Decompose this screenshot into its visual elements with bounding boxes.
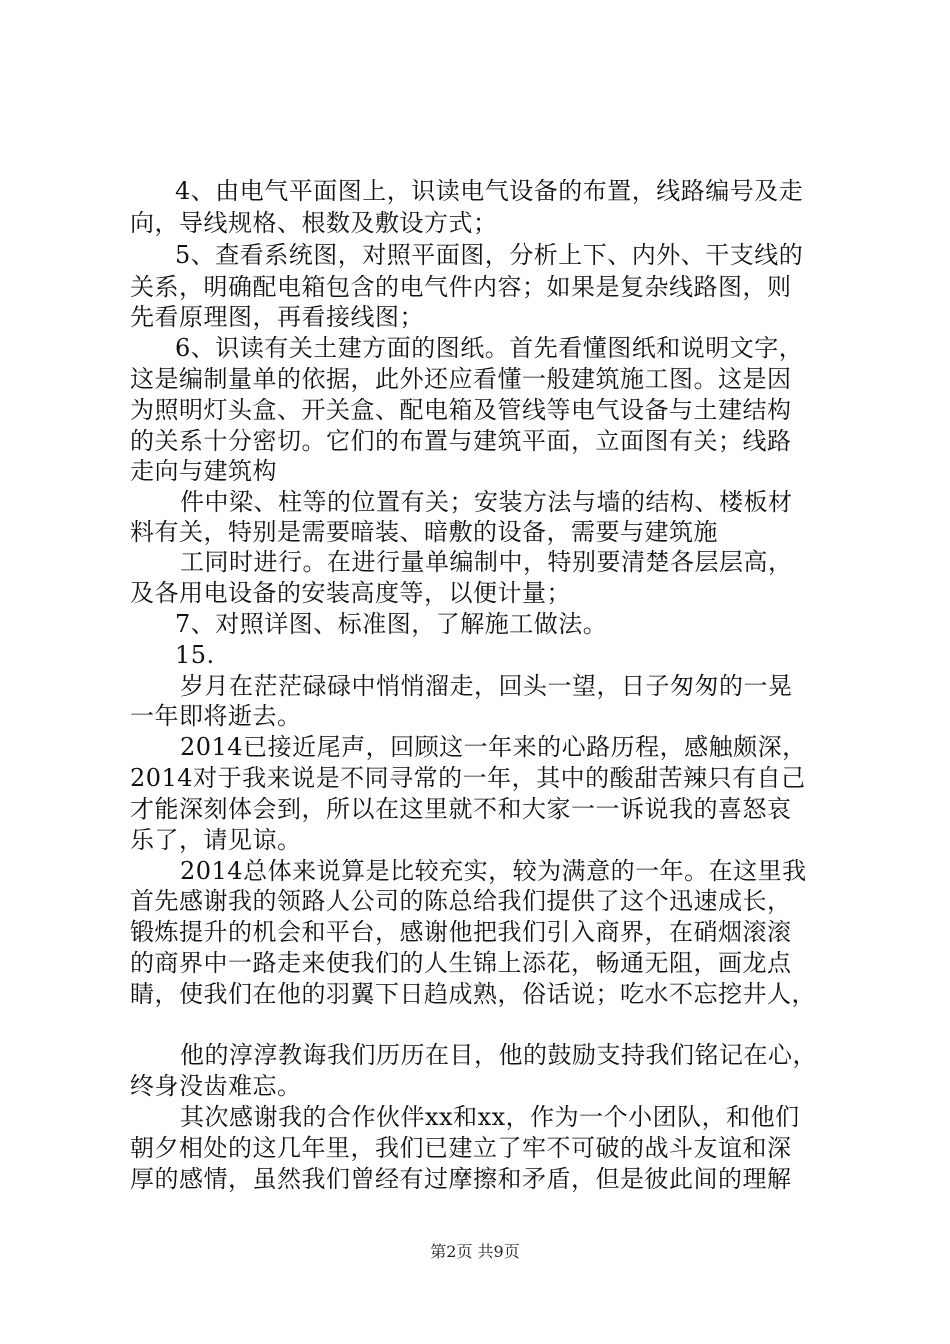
text-line: 件中梁、柱等的位置有关；安装方法与墙的结构、楼板材 bbox=[180, 488, 793, 516]
text-line: 首先感谢我的领路人公司的陈总给我们提供了这个迅速成长， bbox=[130, 887, 792, 915]
text-line: 2014对于我来说是不同寻常的一年，其中的酸甜苦辣只有自己 bbox=[130, 764, 806, 792]
page-number-footer: 第2页 共9页 bbox=[430, 1242, 520, 1261]
text-line: 厚的感情，虽然我们曾经有过摩擦和矛盾，但是彼此间的理解 bbox=[130, 1165, 792, 1193]
text-line: 2014总体来说算是比较充实，较为满意的一年。在这里我 bbox=[180, 857, 807, 885]
text-line: 为照明灯头盒、开关盒、配电箱及管线等电气设备与土建结构 bbox=[130, 396, 792, 424]
text-line: 乐了，请见谅。 bbox=[130, 826, 302, 854]
text-line: 工同时进行。在进行量单编制中，特别要清楚各层层高， bbox=[180, 548, 793, 576]
text-line: 6、识读有关土建方面的图纸。首先看懂图纸和说明文字， bbox=[175, 334, 804, 362]
text-line: 一年即将逝去。 bbox=[130, 702, 302, 730]
text-line: 15. bbox=[175, 641, 215, 669]
text-line: 睛，使我们在他的羽翼下日趋成熟，俗话说；吃水不忘挖井人， bbox=[130, 980, 816, 1008]
text-line: 的关系十分密切。它们的布置与建筑平面，立面图有关；线路 bbox=[130, 427, 792, 455]
text-line: 的商界中一路走来使我们的人生锦上添花，畅通无阻，画龙点 bbox=[130, 949, 792, 977]
text-line: 4、由电气平面图上，识读电气设备的布置，线路编号及走 bbox=[175, 177, 804, 205]
text-line: 其次感谢我的合作伙伴xx和xx，作为一个小团队，和他们 bbox=[180, 1103, 800, 1131]
text-line: 关系，明确配电箱包含的电气件内容；如果是复杂线路图，则 bbox=[130, 273, 792, 301]
text-line: 锻炼提升的机会和平台，感谢他把我们引入商界，在硝烟滚滚 bbox=[130, 918, 792, 946]
text-line: 料有关，特别是需要暗装、暗敷的设备，需要与建筑施 bbox=[130, 518, 718, 546]
text-line: 先看原理图，再看接线图； bbox=[130, 303, 424, 331]
text-line: 及各用电设备的安装高度等，以便计量； bbox=[130, 579, 571, 607]
text-line: 他的淳淳教诲我们历历在目，他的鼓励支持我们铭记在心， bbox=[180, 1041, 817, 1069]
text-line: 向，导线规格、根数及敷设方式； bbox=[130, 209, 498, 237]
text-line: 终身没齿难忘。 bbox=[130, 1072, 302, 1100]
text-line: 岁月在茫茫碌碌中悄悄溜走，回头一望，日子匆匆的一晃 bbox=[180, 672, 793, 700]
text-line: 这是编制量单的依据，此外还应看懂一般建筑施工图。这是因 bbox=[130, 365, 792, 393]
text-line: 7、对照详图、标准图，了解施工做法。 bbox=[175, 610, 608, 638]
text-line: 走向与建筑构 bbox=[130, 457, 277, 485]
text-line: 5、查看系统图，对照平面图，分析上下、内外、干支线的 bbox=[175, 241, 804, 269]
text-line: 才能深刻体会到，所以在这里就不和大家一一诉说我的喜怒哀 bbox=[130, 795, 792, 823]
text-line: 2014已接近尾声，回顾这一年来的心路历程，感触颇深， bbox=[180, 733, 807, 761]
text-line: 朝夕相处的这几年里，我们已建立了牢不可破的战斗友谊和深 bbox=[130, 1134, 792, 1162]
